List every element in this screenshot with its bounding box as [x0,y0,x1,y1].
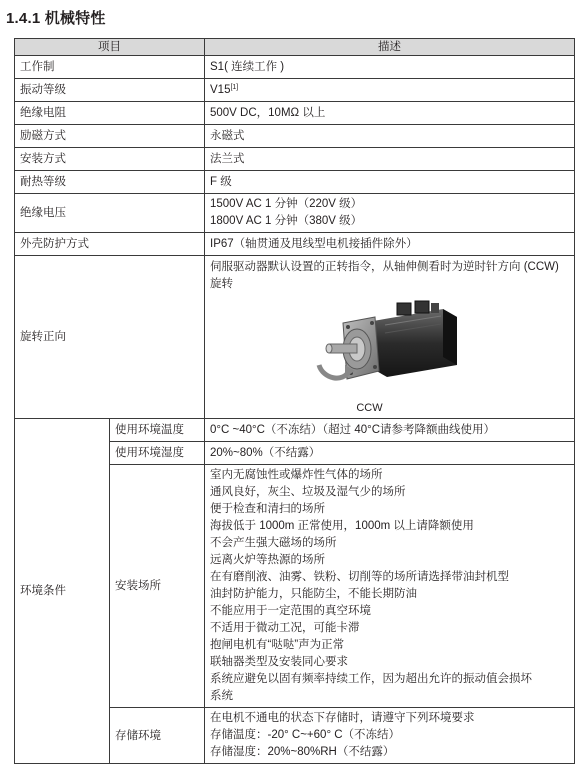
row-desc: 永磁式 [205,125,575,148]
row-item: 绝缘电阻 [15,102,205,125]
table-row [15,233,575,256]
desc-line: 系统 [210,690,233,702]
row-desc [205,256,575,419]
desc-line: 室内无腐蚀性或爆炸性气体的场所 [210,469,383,481]
desc-line: 海拔低于 1000m 正常使用，1000m 以上请降额使用 [210,520,474,532]
desc-line: 存储湿度：20%~80%RH（不结露） [210,746,395,758]
section-title: 1.4.1 机械特性 [6,10,106,27]
env-sub-item: 使用环境温度 [110,419,205,442]
row-desc: F 级 [205,171,575,194]
env-sub-item: 使用环境湿度 [110,442,205,465]
mechanical-spec-table [14,38,575,764]
env-sub-item: 安装场所 [110,465,205,708]
env-sub-item: 存储环境 [110,708,205,764]
desc-line: 系统应避免以固有频率持续工作，因为超出允许的振动值会损坏 [210,673,532,685]
table-row-rotation [15,256,575,419]
row-desc: IP67（轴贯通及甩线型电机接插件除外） [205,233,575,256]
desc-line: 不适用于微动工况，可能卡滞 [210,622,360,634]
row-item: 工作制 [15,56,205,79]
row-desc: 500V DC，10MΩ 以上 [205,102,575,125]
footnote-ref: [1] [230,84,239,91]
ccw-label: CCW [356,402,383,414]
motor-illustration [210,299,569,416]
row-desc: S1( 连续工作 ) [205,56,575,79]
row-desc [205,194,575,233]
table-row [15,125,575,148]
desc-line: 联轴器类型及安装同心要求 [210,656,348,668]
env-item: 环境条件 [15,419,110,764]
desc-line: 不能应用于一定范围的真空环境 [210,605,371,617]
desc-line: 通风良好，灰尘、垃圾及湿气少的场所 [210,486,406,498]
desc-line: 1800V AC 1 分钟（380V 级） [210,215,363,227]
env-desc: 0°C ~40°C（不冻结）（超过 40°C请参考降额曲线使用） [205,419,575,442]
row-desc [205,79,575,102]
desc-line: 存储温度：-20° C~+60° C（不冻结） [210,729,401,741]
row-desc: 法兰式 [205,148,575,171]
desc-line: 在电机不通电的状态下存储时，请遵守下列环境要求 [210,712,475,724]
header-item: 项目 [15,39,205,56]
env-desc [205,465,575,708]
vibration-value: V15 [210,84,231,96]
row-item: 励磁方式 [15,125,205,148]
desc-line: 在有磨削液、油雾、铁粉、切削等的场所请选择带油封机型 [210,571,509,583]
desc-line: 远离火炉等热源的场所 [210,554,325,566]
env-desc [205,708,575,764]
rotation-text: 伺服驱动器默认设置的正转指令，从轴伸侧看时为逆时针方向 (CCW) 旋转 [210,261,559,290]
row-item: 旋转正向 [15,256,205,419]
table-row-env-temp [15,419,575,442]
row-item: 安装方式 [15,148,205,171]
row-item: 振动等级 [15,79,205,102]
row-item: 耐热等级 [15,171,205,194]
desc-line: 抱闸电机有“哒哒”声为正常 [210,639,345,651]
table-row [15,56,575,79]
servo-motor-image [315,299,465,399]
desc-line: 油封防护能力，只能防尘，不能长期防油 [210,588,417,600]
table-row [15,79,575,102]
env-desc: 20%~80%（不结露） [205,442,575,465]
row-item: 绝缘电压 [15,194,205,233]
table-row [15,148,575,171]
desc-line: 不会产生强大磁场的场所 [210,537,337,549]
table-header-row [15,39,575,56]
header-desc: 描述 [205,39,575,56]
desc-line: 1500V AC 1 分钟（220V 级） [210,198,363,210]
row-item: 外壳防护方式 [15,233,205,256]
desc-line: 便于检查和清扫的场所 [210,503,325,515]
table-row [15,194,575,233]
table-row [15,171,575,194]
table-row [15,102,575,125]
